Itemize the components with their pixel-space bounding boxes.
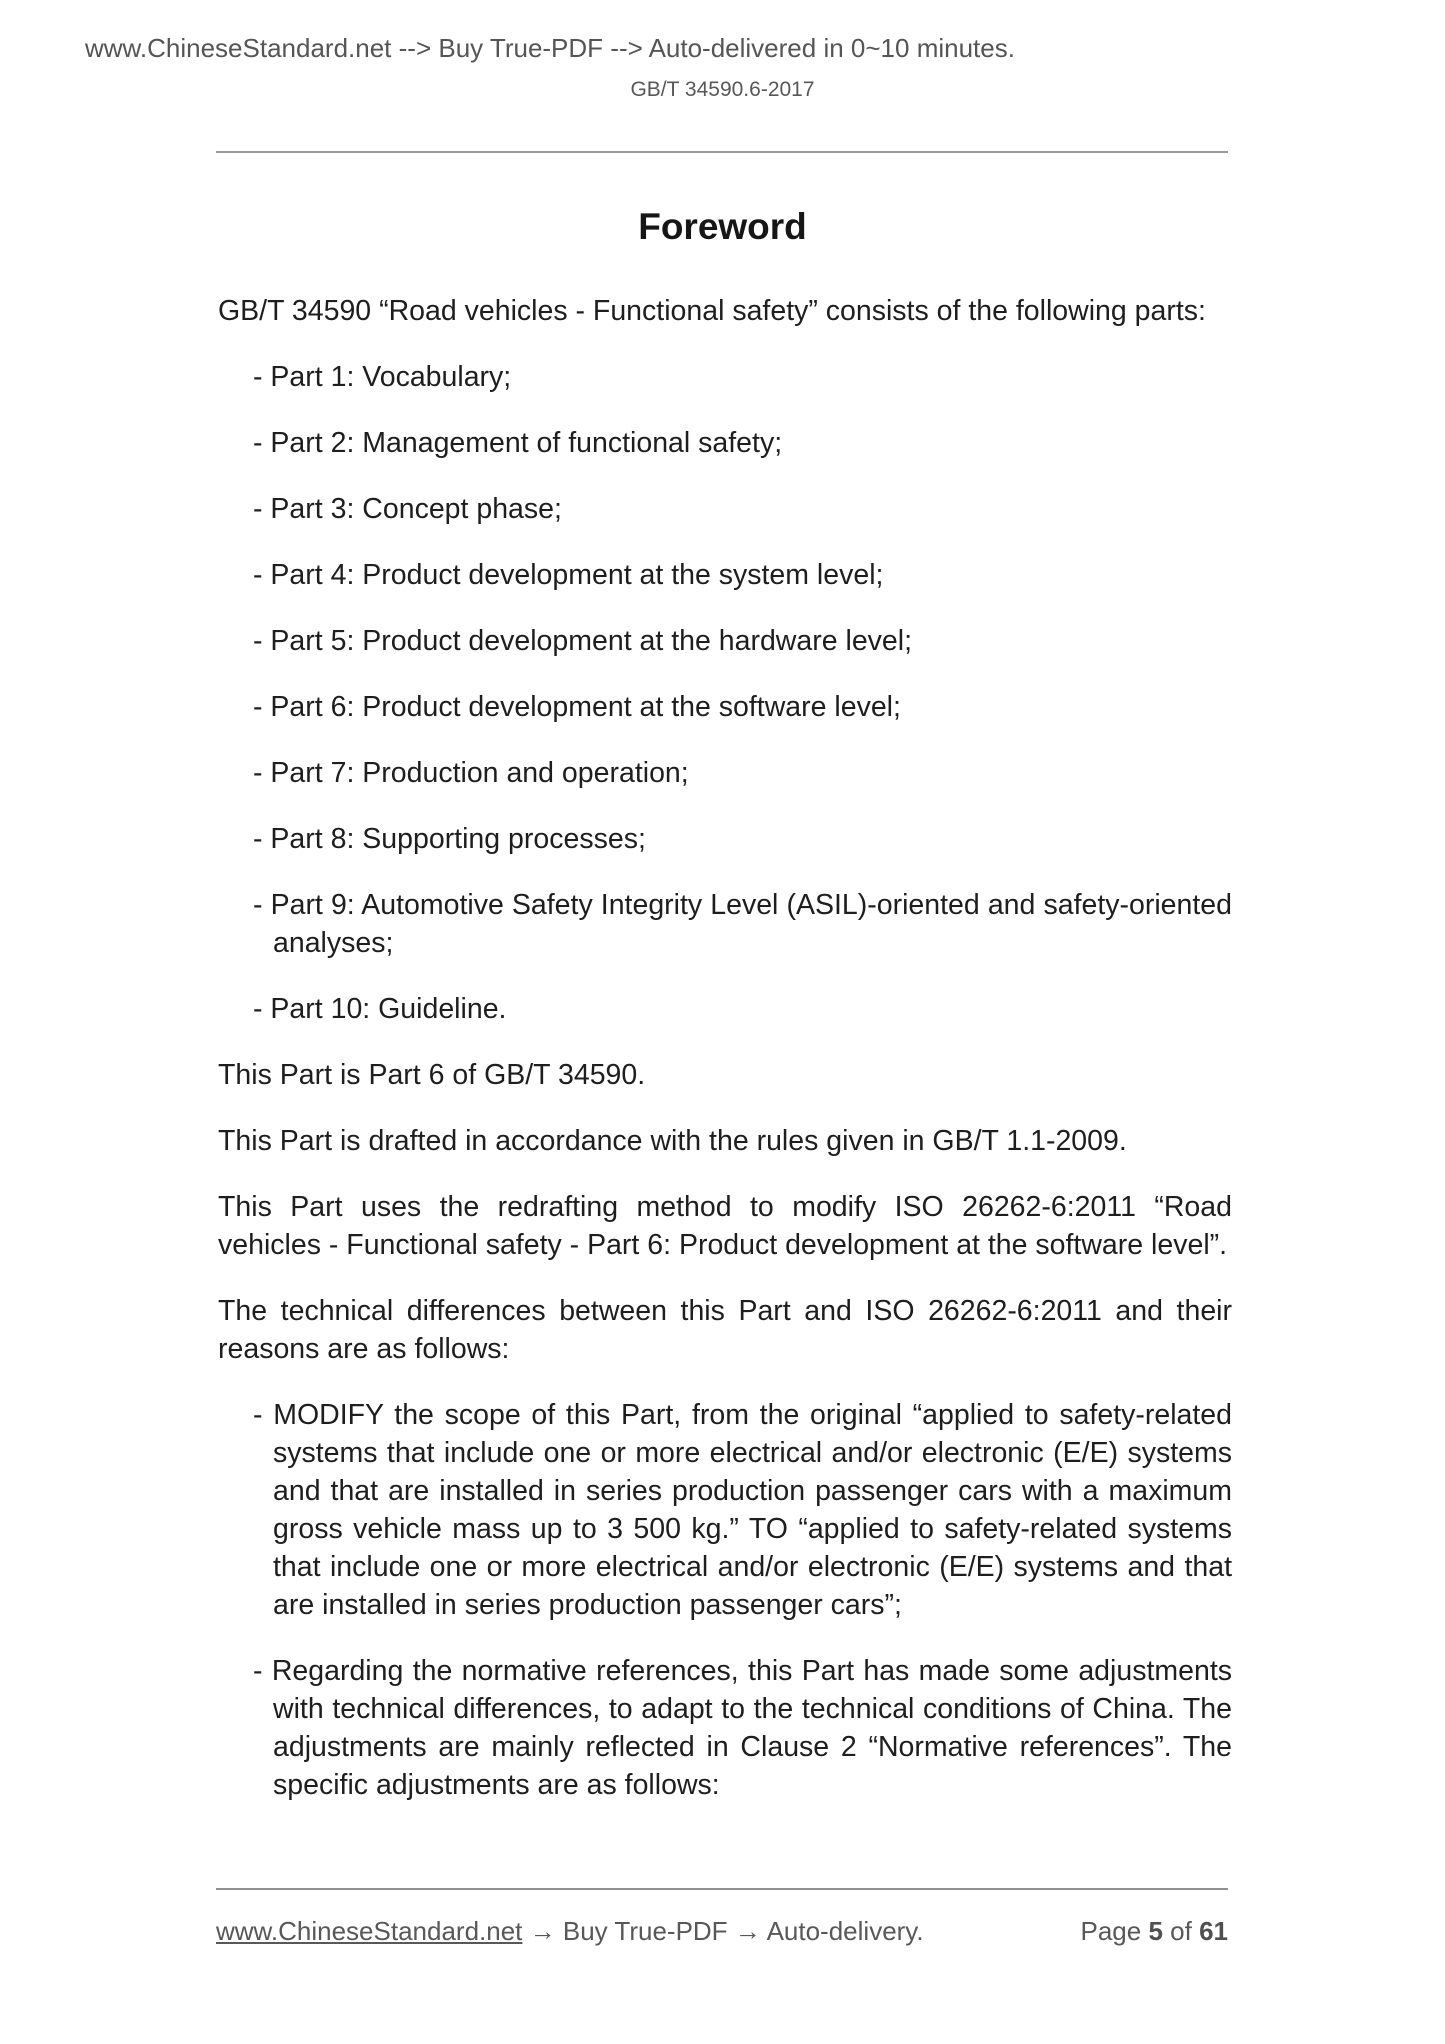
part-item-3: - Part 3: Concept phase; <box>253 493 562 525</box>
paragraph-drafted: This Part is drafted in accordance with the rules given in GB/T 1.1-2009. <box>218 1125 1127 1157</box>
page-label: Page <box>1080 1916 1142 1946</box>
difference-item-normative: - Regarding the normative references, this Part has made some adjustments with technical differences, to adapt to the technical conditions of China. The adjustments are mainly reflected in Clause 2 “Normative references”. The specific adjustments are as follows: <box>253 1655 1232 1801</box>
part-item-7: - Part 7: Production and operation; <box>253 757 689 789</box>
paragraph-part6: This Part is Part 6 of GB/T 34590. <box>218 1059 646 1091</box>
part-item-9: - Part 9: Automotive Safety Integrity Level (ASIL)-oriented and safety-oriented analyses; <box>253 889 1232 959</box>
part-item-2: - Part 2: Management of functional safety; <box>253 427 783 459</box>
part-item-1: - Part 1: Vocabulary; <box>253 361 512 393</box>
paragraph-technical-differences: The technical differences between this Part and ISO 26262-6:2011 and their reasons are as follows: <box>218 1295 1232 1365</box>
footer-link[interactable]: www.ChineseStandard.net <box>216 1916 523 1946</box>
part-item-10: - Part 10: Guideline. <box>253 993 507 1025</box>
part-item-5: - Part 5: Product development at the hardware level; <box>253 625 913 657</box>
document-body <box>218 292 1232 1804</box>
part-item-6: - Part 6: Product development at the software level; <box>253 691 901 723</box>
page-current: 5 <box>1148 1916 1163 1946</box>
header-banner: www.ChineseStandard.net --> Buy True-PDF --> Auto-delivered in 0~10 minutes. <box>85 33 1015 63</box>
part-item-8: - Part 8: Supporting processes; <box>253 823 646 855</box>
footer-tagline <box>216 1916 924 1946</box>
header-divider <box>216 151 1228 153</box>
parts-list <box>218 358 1232 1028</box>
paragraph-redraft: This Part uses the redrafting method to modify ISO 26262-6:2011 “Road vehicles - Functional safety - Part 6: Product development at the software level”. <box>218 1191 1232 1261</box>
page-footer <box>216 1888 1228 1946</box>
of-label: of <box>1170 1916 1192 1946</box>
footer-tagline-text: → Buy True-PDF → Auto-delivery. <box>522 1916 924 1946</box>
difference-item-modify: - MODIFY the scope of this Part, from the original “applied to safety-related systems that include one or more electrical and/or electronic (E/E) systems and that are installed in series production passenger cars with a maximum gross vehicle mass up to 3 500 kg.” TO “applied to safety-related systems that include one or more electrical and/or electronic (E/E) systems and that are installed in series production passenger cars”; <box>253 1399 1232 1621</box>
part-item-4: - Part 4: Product development at the system level; <box>253 559 884 591</box>
page-indicator <box>1080 1916 1228 1946</box>
page-title: Foreword <box>638 206 807 247</box>
intro-paragraph: GB/T 34590 “Road vehicles - Functional safety” consists of the following parts: <box>218 295 1206 327</box>
page-total: 61 <box>1199 1916 1228 1946</box>
differences-list <box>218 1396 1232 1804</box>
doc-number: GB/T 34590.6-2017 <box>630 78 815 101</box>
